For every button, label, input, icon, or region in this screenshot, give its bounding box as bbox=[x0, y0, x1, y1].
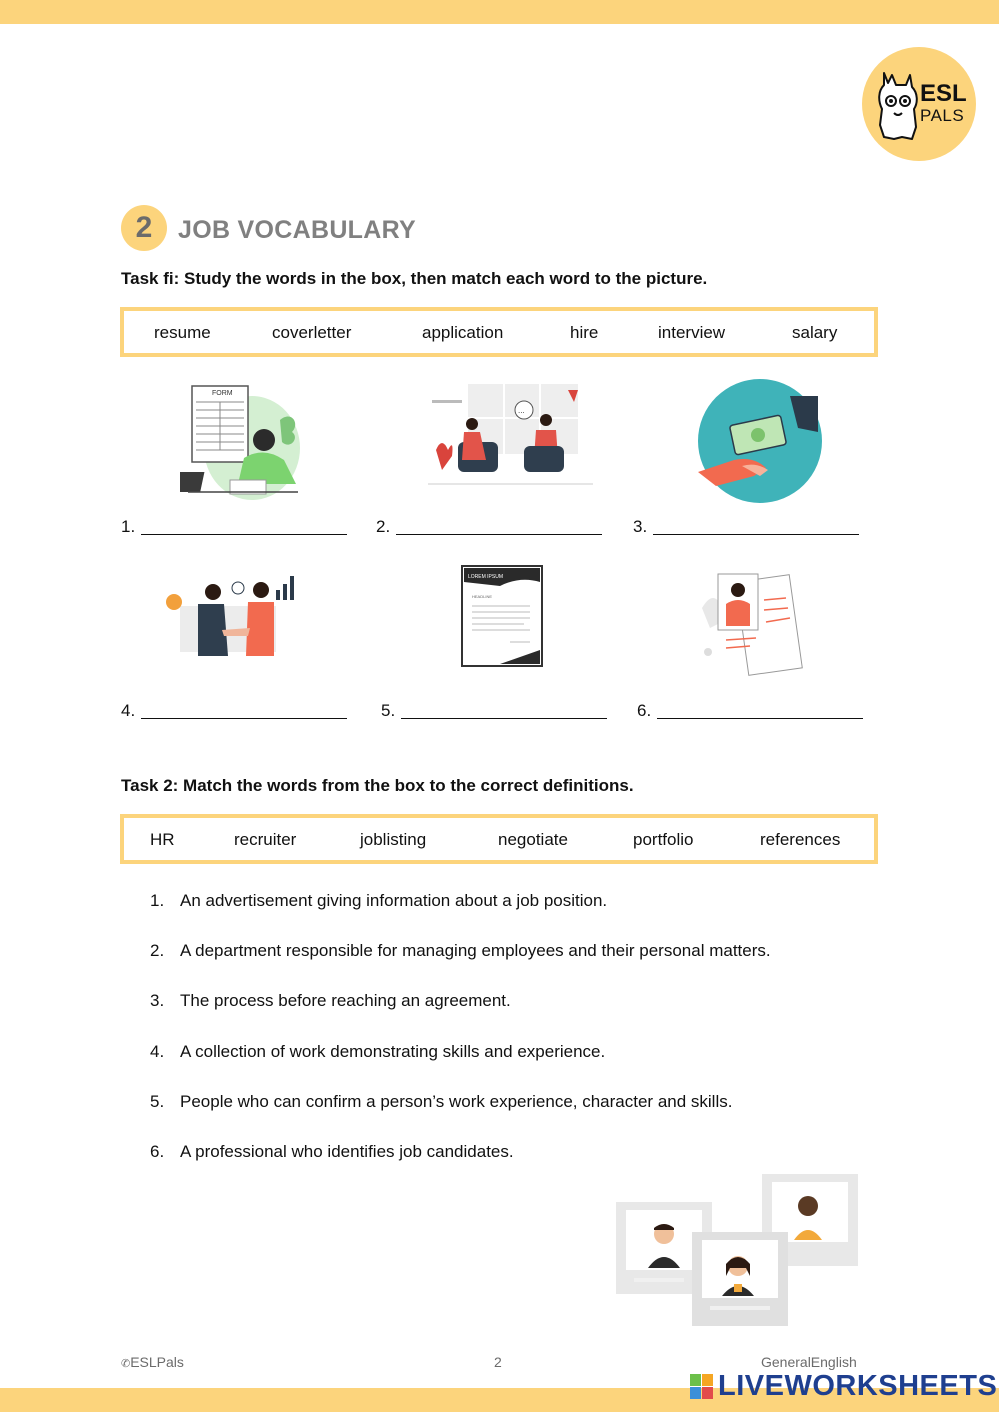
definition-item bbox=[150, 1092, 732, 1112]
word-bank-item: application bbox=[422, 323, 504, 342]
footer-brand bbox=[121, 1354, 184, 1370]
definition-number: 1. bbox=[150, 891, 165, 910]
answer-number: 2. bbox=[376, 517, 391, 536]
definition-item bbox=[150, 1142, 514, 1162]
word-bank-item: references bbox=[760, 830, 841, 849]
footer-brand-text: ESLPals bbox=[130, 1354, 184, 1370]
hire-handshake-illustration bbox=[158, 570, 303, 660]
liveworksheets-watermark: LIVEWORKSHEETS bbox=[718, 1370, 998, 1402]
definition-item bbox=[150, 891, 607, 911]
answer-blank-6[interactable] bbox=[637, 701, 863, 721]
section-number-badge: 2 bbox=[121, 205, 167, 251]
definition-item bbox=[150, 1042, 605, 1062]
phone-icon: ✆ bbox=[121, 1358, 131, 1370]
answer-number: 4. bbox=[121, 701, 136, 720]
answer-blank-2[interactable] bbox=[376, 517, 602, 537]
task1-word-box bbox=[120, 307, 878, 357]
definition-text: People who can confirm a person’s work experience, character and skills. bbox=[180, 1092, 733, 1111]
word-bank-item: HR bbox=[150, 830, 175, 849]
word-bank-item: hire bbox=[570, 323, 599, 342]
answer-blank-4[interactable] bbox=[121, 701, 347, 721]
page-number: 2 bbox=[494, 1354, 502, 1370]
footer-category: GeneralEnglish bbox=[761, 1354, 857, 1370]
answer-blank-5[interactable] bbox=[381, 701, 607, 721]
answer-number: 5. bbox=[381, 701, 396, 720]
definition-number: 2. bbox=[150, 941, 165, 960]
task1-instruction: Task fi: Study the words in the box, then match each word to the picture. bbox=[121, 269, 708, 288]
cover-letter-illustration bbox=[460, 564, 544, 668]
svg-text:...: ... bbox=[518, 406, 525, 415]
liveworksheets-logo-icon bbox=[690, 1374, 714, 1400]
interview-illustration bbox=[428, 380, 593, 492]
salary-illustration bbox=[694, 376, 824, 506]
task2-instruction: Task 2: Match the words from the box to the correct definitions. bbox=[121, 776, 634, 795]
llama-icon bbox=[872, 67, 922, 143]
letter-label: LOREM IPSUM bbox=[468, 574, 504, 580]
word-bank-item: joblisting bbox=[360, 830, 427, 849]
definition-item bbox=[150, 991, 511, 1011]
answer-number: 3. bbox=[633, 517, 648, 536]
definition-number: 5. bbox=[150, 1092, 165, 1111]
section-title: JOB VOCABULARY bbox=[178, 216, 417, 244]
definition-text: A professional who identifies job candidates. bbox=[180, 1142, 514, 1161]
logo-text-line1: ESL bbox=[920, 80, 967, 107]
answer-number: 1. bbox=[121, 517, 136, 536]
word-bank-item: resume bbox=[154, 323, 211, 342]
word-bank-item: recruiter bbox=[234, 830, 297, 849]
letter-headline: HEADLINE bbox=[472, 594, 493, 599]
word-bank-item: salary bbox=[792, 323, 838, 342]
word-bank-item: portfolio bbox=[633, 830, 694, 849]
task2-word-box bbox=[120, 814, 878, 864]
definition-number: 6. bbox=[150, 1142, 165, 1161]
word-bank-item: negotiate bbox=[498, 830, 568, 849]
application-form-illustration bbox=[180, 380, 305, 505]
definition-number: 3. bbox=[150, 991, 165, 1010]
resume-illustration bbox=[700, 568, 812, 678]
definition-number: 4. bbox=[150, 1042, 165, 1061]
answer-blank-3[interactable] bbox=[633, 517, 859, 537]
definition-item bbox=[150, 941, 771, 961]
form-label: FORM bbox=[212, 390, 233, 397]
definition-text: A collection of work demonstrating skills and experience. bbox=[180, 1042, 606, 1061]
word-bank-item: coverletter bbox=[272, 323, 352, 342]
definition-text: The process before reaching an agreement. bbox=[180, 991, 511, 1010]
word-bank-item: interview bbox=[658, 323, 726, 342]
top-accent-bar bbox=[0, 0, 999, 24]
answer-number: 6. bbox=[637, 701, 652, 720]
logo-text-line2: PALS bbox=[920, 106, 965, 125]
definition-text: An advertisement giving information about a job position. bbox=[180, 891, 608, 910]
definition-text: A department responsible for managing employees and their personal matters. bbox=[180, 941, 771, 960]
profile-cards-illustration bbox=[614, 1172, 860, 1328]
answer-blank-1[interactable] bbox=[121, 517, 347, 537]
esl-pals-logo bbox=[862, 47, 976, 161]
